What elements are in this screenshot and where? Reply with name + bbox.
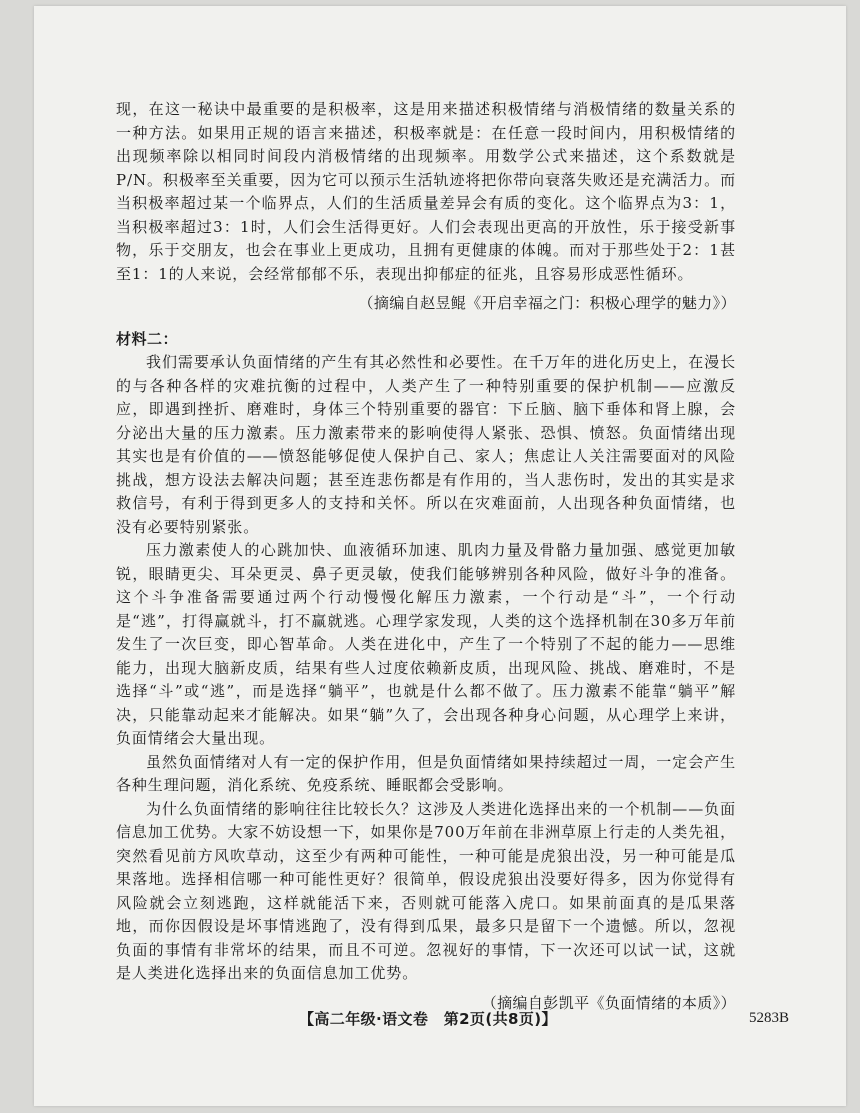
material-one-paragraph: 现，在这一秘诀中最重要的是积极率，这是用来描述积极情绪与消极情绪的数量关系的一种方法。如果用正规的语言来描述，积极率就是：在任意一段时间内，用积极情绪的出现频率除以相同时间段内消极情绪的出现频率。用数学公式来描述，这个系数就是P/N。积极率至关重要，因为它可以预示生活轨迹将把你带向衰落失败还是充满活力。而当积极率超过某一个临界点，人们的生活质量差异会有质的变化。这个临界点为3：1，当积极率超过3：1时，人们会生活得更好。人们会表现出更高的开放性，乐于接受新事物，乐于交朋友，也会在事业上更成功，且拥有更健康的体魄。而对于那些处于2：1甚至1：1的人来说，会经常郁郁不乐，表现出抑郁症的征兆，且容易形成恶性循环。 <box>116 100 736 283</box>
exam-code: 5283B <box>749 1010 790 1026</box>
page-content <box>116 98 736 1021</box>
material-two-heading: 材料二： <box>116 329 179 348</box>
material-two-source: （摘编自彭凯平《负面情绪的本质》） <box>481 993 736 1012</box>
material-two-paragraph-3: 虽然负面情绪对人有一定的保护作用，但是负面情绪如果持续超过一周，一定会产生各种生理问题，消化系统、免疫系统、睡眠都会受影响。 <box>116 752 736 794</box>
page-footer-label: 【高二年级·语文卷 第2页(共8页)】 <box>299 1010 557 1028</box>
material-two-paragraph-1: 我们需要承认负面情绪的产生有其必然性和必要性。在千万年的进化历史上，在漫长的与各种各样的灾难抗衡的过程中，人类产生了一种特别重要的保护机制——应激反应，即遇到挫折、磨难时，身体三个特别重要的器官：下丘脑、脑下垂体和肾上腺，会分泌出大量的压力激素。压力激素带来的影响使得人紧张、恐惧、愤怒。负面情绪出现其实也是有价值的——愤怒能够促使人保护自己、家人；焦虑让人关注需要面对的风险挑战，想方设法去解决问题；甚至连悲伤都是有作用的，当人悲伤时，发出的其实是求救信号，有利于得到更多人的支持和关怀。所以在灾难面前，人出现各种负面情绪，也没有必要特别紧张。 <box>116 353 736 536</box>
exam-page <box>34 6 846 1106</box>
material-one-source: （摘编自赵昱鲲《开启幸福之门：积极心理学的魅力》） <box>358 294 736 312</box>
material-two-paragraph-4: 为什么负面情绪的影响往往比较长久？这涉及人类进化选择出来的一个机制——负面信息加工优势。大家不妨设想一下，如果你是700万年前在非洲草原上行走的人类先祖，突然看见前方风吹草动，这至少有两种可能性，一种可能是虎狼出没，另一种可能是瓜果落地。选择相信哪一种可能性更好？很简单，假设虎狼出没要好得多，因为你觉得有风险就会立刻逃跑，这样就能活下来，否则就可能落入虎口。如果前面真的是瓜果落地，而你因假设是坏事情逃跑了，没有得到瓜果，最多只是留下一个遗憾。所以，忽视负面的事情有非常坏的结果，而且不可逆。忽视好的事情，下一次还可以试一试，这就是人类进化选择出来的负面信息加工优势。 <box>116 799 736 982</box>
material-two-paragraph-2: 压力激素使人的心跳加快、血液循环加速、肌肉力量及骨骼力量加强、感觉更加敏锐，眼睛更尖、耳朵更灵、鼻子更灵敏，使我们能够辨别各种风险，做好斗争的准备。这个斗争准备需要通过两个行动慢慢化解压力激素，一个行动是“斗”，一个行动是“逃”，打得赢就斗，打不赢就逃。心理学家发现，人类的这个选择机制在30多万年前发生了一次巨变，即心智革命。人类在进化中，产生了一个特别了不起的能力——思维能力，出现大脑新皮质，结果有些人过度依赖新皮质，出现风险、挑战、磨难时，不是选择“斗”或“逃”，而是选择“躺平”，也就是什么都不做了。压力激素不能靠“躺平”解决，只能靠动起来才能解决。如果“躺”久了，会出现各种身心问题，从心理学上来讲，负面情绪会大量出现。 <box>116 541 736 747</box>
